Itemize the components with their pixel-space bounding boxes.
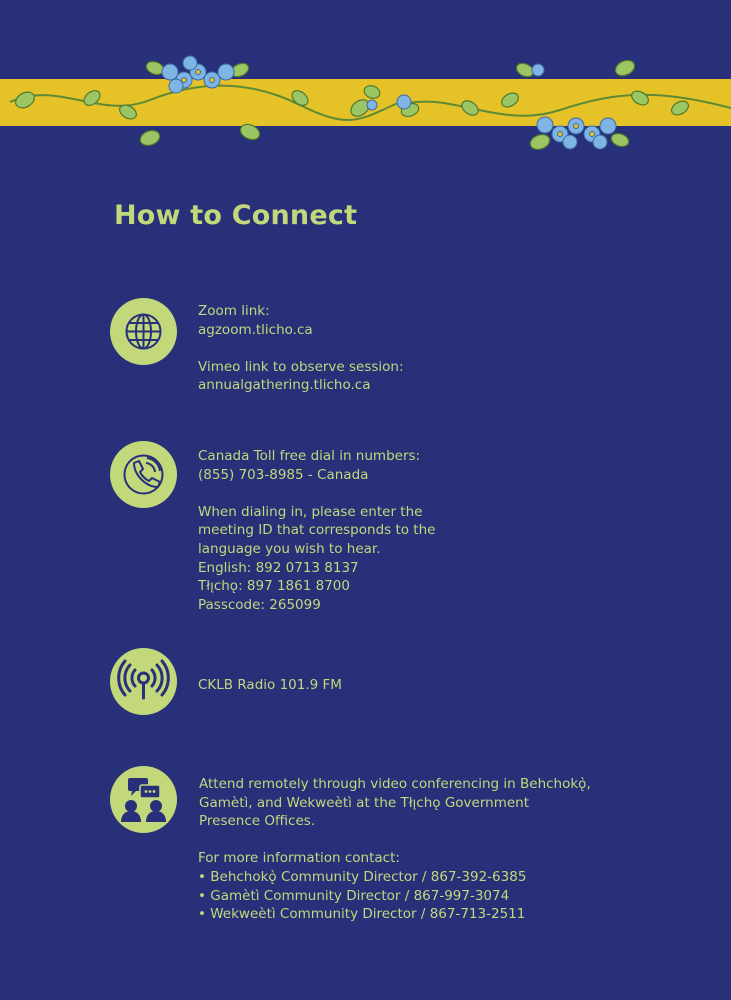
video-conference-icon <box>110 766 177 833</box>
contact-gameti: • Gamètì Community Director / 867-997-3074 <box>198 887 510 904</box>
zoom-block <box>198 302 404 339</box>
zoom-link[interactable]: agzoom.tlicho.ca <box>198 321 313 338</box>
tollfree-number[interactable]: (855) 703-8985 - Canada <box>198 466 369 483</box>
vimeo-block <box>198 358 404 395</box>
section-phone <box>198 447 435 614</box>
contact-wekweeti: • Wekweètì Community Director / 867-713-2511 <box>198 906 526 923</box>
contact-heading: For more information contact: <box>198 850 400 867</box>
zoom-label: Zoom link: <box>198 303 270 319</box>
radio-broadcast-icon <box>110 648 177 715</box>
remote-block <box>199 775 591 831</box>
passcode: Passcode: 265099 <box>198 596 321 613</box>
contact-behchoko: • Behchokǫ̀ Community Director / 867-392-6385 <box>198 868 527 885</box>
contact-block <box>198 849 591 923</box>
meeting-id-tlicho: Tłı̨chǫ: 897 1861 8700 <box>198 578 350 595</box>
page-title: How to Connect <box>114 200 358 231</box>
section-online <box>198 302 404 395</box>
meeting-line-2: meeting ID that corresponds to the <box>198 522 436 539</box>
vimeo-label: Vimeo link to observe session: <box>198 358 404 375</box>
meeting-id-english: English: 892 0713 8137 <box>198 559 359 576</box>
globe-icon <box>110 298 177 365</box>
remote-line-1: Attend remotely through video conferencing in Behchokǫ̀, <box>199 776 591 792</box>
meeting-id-block <box>198 503 435 615</box>
section-remote <box>199 775 591 924</box>
vimeo-link[interactable]: annualgathering.tlicho.ca <box>198 377 371 394</box>
radio-station: CKLB Radio 101.9 FM <box>198 677 342 693</box>
remote-line-2: Gamètì, and Wekweètì at the Tłı̨chǫ Government <box>199 794 530 811</box>
tollfree-label: Canada Toll free dial in numbers: <box>198 448 421 464</box>
section-radio <box>198 676 342 695</box>
radio-block <box>198 676 342 695</box>
meeting-line-3: language you wish to hear. <box>198 540 381 557</box>
remote-line-3: Presence Offices. <box>199 813 316 830</box>
meeting-line-1: When dialing in, please enter the <box>198 503 423 520</box>
floral-banner <box>0 50 731 160</box>
tollfree-block <box>198 447 435 484</box>
phone-icon <box>110 441 177 508</box>
